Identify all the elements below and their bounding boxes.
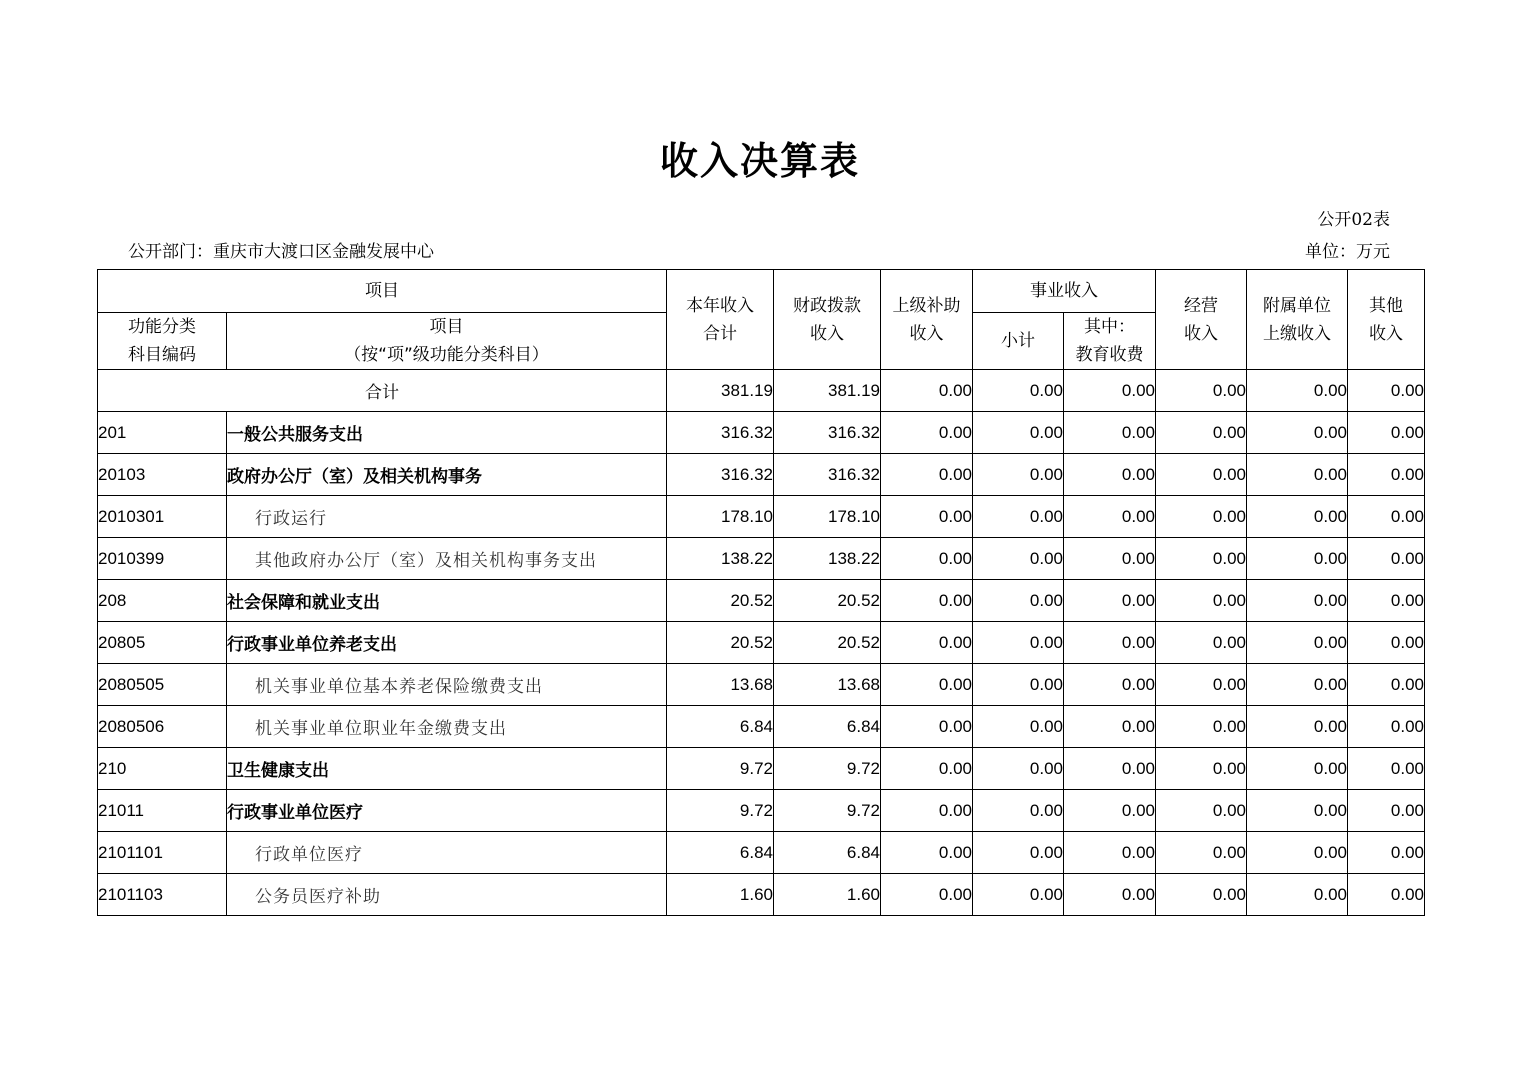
table-row: [98, 496, 1425, 538]
total-value: 0.00: [1064, 370, 1156, 412]
row-value: 0.00: [1247, 748, 1348, 790]
row-value: 178.10: [774, 496, 881, 538]
row-value: 0.00: [1156, 538, 1247, 580]
row-value: 0.00: [881, 748, 973, 790]
row-value: 0.00: [1156, 412, 1247, 454]
table-row: [98, 412, 1425, 454]
total-label: 合计: [98, 370, 667, 412]
row-value: 13.68: [667, 664, 774, 706]
table-row: [98, 706, 1425, 748]
row-value: 1.60: [667, 874, 774, 916]
row-name: 行政事业单位养老支出: [227, 622, 667, 664]
row-value: 0.00: [1348, 412, 1425, 454]
row-name: 行政运行: [227, 496, 667, 538]
row-code: 20805: [98, 622, 227, 664]
table-row: [98, 622, 1425, 664]
header-fiscal: 财政拨款 收入: [774, 270, 881, 370]
row-value: 0.00: [1064, 748, 1156, 790]
row-value: 0.00: [1064, 538, 1156, 580]
row-value: 0.00: [881, 538, 973, 580]
total-value: 381.19: [774, 370, 881, 412]
row-code: 201: [98, 412, 227, 454]
row-value: 0.00: [1348, 454, 1425, 496]
row-value: 0.00: [881, 874, 973, 916]
row-value: 0.00: [1156, 790, 1247, 832]
table-row: [98, 664, 1425, 706]
row-code: 2010301: [98, 496, 227, 538]
table-row: [98, 874, 1425, 916]
row-value: 0.00: [1247, 412, 1348, 454]
row-value: 20.52: [667, 622, 774, 664]
row-value: 0.00: [973, 412, 1064, 454]
table-row: [98, 832, 1425, 874]
row-value: 0.00: [1064, 412, 1156, 454]
row-value: 0.00: [1064, 496, 1156, 538]
header-item-group: 项目: [98, 270, 667, 313]
row-name: 其他政府办公厅（室）及相关机构事务支出: [227, 538, 667, 580]
row-value: 0.00: [1247, 874, 1348, 916]
row-value: 0.00: [1247, 832, 1348, 874]
row-value: 0.00: [881, 622, 973, 664]
row-value: 0.00: [1064, 664, 1156, 706]
row-code: 210: [98, 748, 227, 790]
row-value: 0.00: [1064, 706, 1156, 748]
row-value: 0.00: [1247, 580, 1348, 622]
row-value: 0.00: [973, 748, 1064, 790]
row-value: 20.52: [667, 580, 774, 622]
row-value: 316.32: [774, 454, 881, 496]
row-value: 0.00: [1348, 580, 1425, 622]
row-value: 9.72: [774, 748, 881, 790]
row-value: 316.32: [667, 454, 774, 496]
total-row: [98, 370, 1425, 412]
row-value: 0.00: [1247, 538, 1348, 580]
row-name: 卫生健康支出: [227, 748, 667, 790]
row-value: 0.00: [1247, 622, 1348, 664]
total-value: 0.00: [1156, 370, 1247, 412]
row-value: 0.00: [881, 706, 973, 748]
table-row: [98, 538, 1425, 580]
row-value: 0.00: [1156, 832, 1247, 874]
row-name: 社会保障和就业支出: [227, 580, 667, 622]
row-value: 0.00: [1348, 748, 1425, 790]
row-value: 6.84: [774, 832, 881, 874]
row-value: 0.00: [881, 832, 973, 874]
row-value: 0.00: [1064, 832, 1156, 874]
row-name: 行政事业单位医疗: [227, 790, 667, 832]
row-value: 0.00: [1156, 496, 1247, 538]
header-affiliated: 附属单位 上缴收入: [1247, 270, 1348, 370]
row-value: 0.00: [881, 664, 973, 706]
row-value: 0.00: [1064, 790, 1156, 832]
row-value: 0.00: [1156, 874, 1247, 916]
row-value: 0.00: [1348, 832, 1425, 874]
row-value: 0.00: [1348, 706, 1425, 748]
row-value: 0.00: [881, 454, 973, 496]
row-value: 0.00: [973, 790, 1064, 832]
row-name: 公务员医疗补助: [227, 874, 667, 916]
row-value: 6.84: [774, 706, 881, 748]
row-value: 6.84: [667, 706, 774, 748]
header-subtotal: 小计: [973, 313, 1064, 370]
row-value: 0.00: [881, 496, 973, 538]
unit-label: 单位：万元: [1305, 242, 1390, 262]
row-value: 0.00: [973, 706, 1064, 748]
row-value: 0.00: [973, 496, 1064, 538]
row-value: 0.00: [973, 832, 1064, 874]
row-value: 0.00: [1348, 790, 1425, 832]
row-value: 0.00: [1156, 706, 1247, 748]
table-row: [98, 748, 1425, 790]
row-value: 0.00: [881, 580, 973, 622]
total-value: 0.00: [1247, 370, 1348, 412]
row-code: 20103: [98, 454, 227, 496]
row-value: 0.00: [1348, 538, 1425, 580]
row-code: 2080505: [98, 664, 227, 706]
row-value: 0.00: [881, 412, 973, 454]
row-value: 9.72: [667, 748, 774, 790]
header-other: 其他 收入: [1348, 270, 1425, 370]
header-education: 其中： 教育收费: [1064, 313, 1156, 370]
row-name: 政府办公厅（室）及相关机构事务: [227, 454, 667, 496]
row-value: 0.00: [973, 664, 1064, 706]
row-value: 0.00: [1064, 454, 1156, 496]
header-superior: 上级补助 收入: [881, 270, 973, 370]
row-value: 316.32: [774, 412, 881, 454]
header-name: 项目 （按“项”级功能分类科目）: [227, 313, 667, 370]
row-code: 2101101: [98, 832, 227, 874]
table-row: [98, 454, 1425, 496]
table-row: [98, 580, 1425, 622]
row-value: 0.00: [1247, 790, 1348, 832]
row-value: 0.00: [1156, 748, 1247, 790]
row-value: 0.00: [973, 874, 1064, 916]
total-value: 0.00: [881, 370, 973, 412]
total-value: 381.19: [667, 370, 774, 412]
row-name: 机关事业单位基本养老保险缴费支出: [227, 664, 667, 706]
row-value: 1.60: [774, 874, 881, 916]
row-value: 9.72: [774, 790, 881, 832]
form-number: 公开02表: [1317, 210, 1390, 230]
row-value: 0.00: [1247, 664, 1348, 706]
row-code: 2080506: [98, 706, 227, 748]
row-value: 0.00: [1348, 874, 1425, 916]
row-value: 0.00: [1064, 622, 1156, 664]
row-value: 178.10: [667, 496, 774, 538]
row-value: 0.00: [1348, 622, 1425, 664]
row-value: 0.00: [973, 580, 1064, 622]
row-value: 138.22: [774, 538, 881, 580]
row-value: 6.84: [667, 832, 774, 874]
row-value: 0.00: [1348, 496, 1425, 538]
row-value: 0.00: [1247, 496, 1348, 538]
row-value: 0.00: [973, 538, 1064, 580]
row-value: 0.00: [973, 622, 1064, 664]
row-value: 20.52: [774, 622, 881, 664]
table-row: [98, 790, 1425, 832]
row-value: 0.00: [1348, 664, 1425, 706]
page-title: 收入决算表: [659, 139, 860, 183]
row-value: 0.00: [881, 790, 973, 832]
row-value: 0.00: [1156, 622, 1247, 664]
row-code: 208: [98, 580, 227, 622]
row-value: 0.00: [1156, 664, 1247, 706]
row-value: 9.72: [667, 790, 774, 832]
header-business-group: 事业收入: [973, 270, 1156, 313]
row-value: 0.00: [973, 454, 1064, 496]
row-value: 0.00: [1247, 706, 1348, 748]
row-code: 2101103: [98, 874, 227, 916]
row-value: 0.00: [1156, 580, 1247, 622]
header-total: 本年收入 合计: [667, 270, 774, 370]
row-value: 0.00: [1064, 580, 1156, 622]
department-label: 公开部门：重庆市大渡口区金融发展中心: [128, 242, 434, 262]
income-table: [97, 269, 1425, 916]
row-code: 2010399: [98, 538, 227, 580]
row-value: 13.68: [774, 664, 881, 706]
row-value: 138.22: [667, 538, 774, 580]
row-value: 20.52: [774, 580, 881, 622]
row-name: 一般公共服务支出: [227, 412, 667, 454]
row-value: 0.00: [1247, 454, 1348, 496]
row-value: 0.00: [1156, 454, 1247, 496]
row-value: 0.00: [1064, 874, 1156, 916]
header-code: 功能分类 科目编码: [98, 313, 227, 370]
total-value: 0.00: [973, 370, 1064, 412]
total-value: 0.00: [1348, 370, 1425, 412]
row-value: 316.32: [667, 412, 774, 454]
row-name: 行政单位医疗: [227, 832, 667, 874]
header-operating: 经营 收入: [1156, 270, 1247, 370]
row-name: 机关事业单位职业年金缴费支出: [227, 706, 667, 748]
row-code: 21011: [98, 790, 227, 832]
